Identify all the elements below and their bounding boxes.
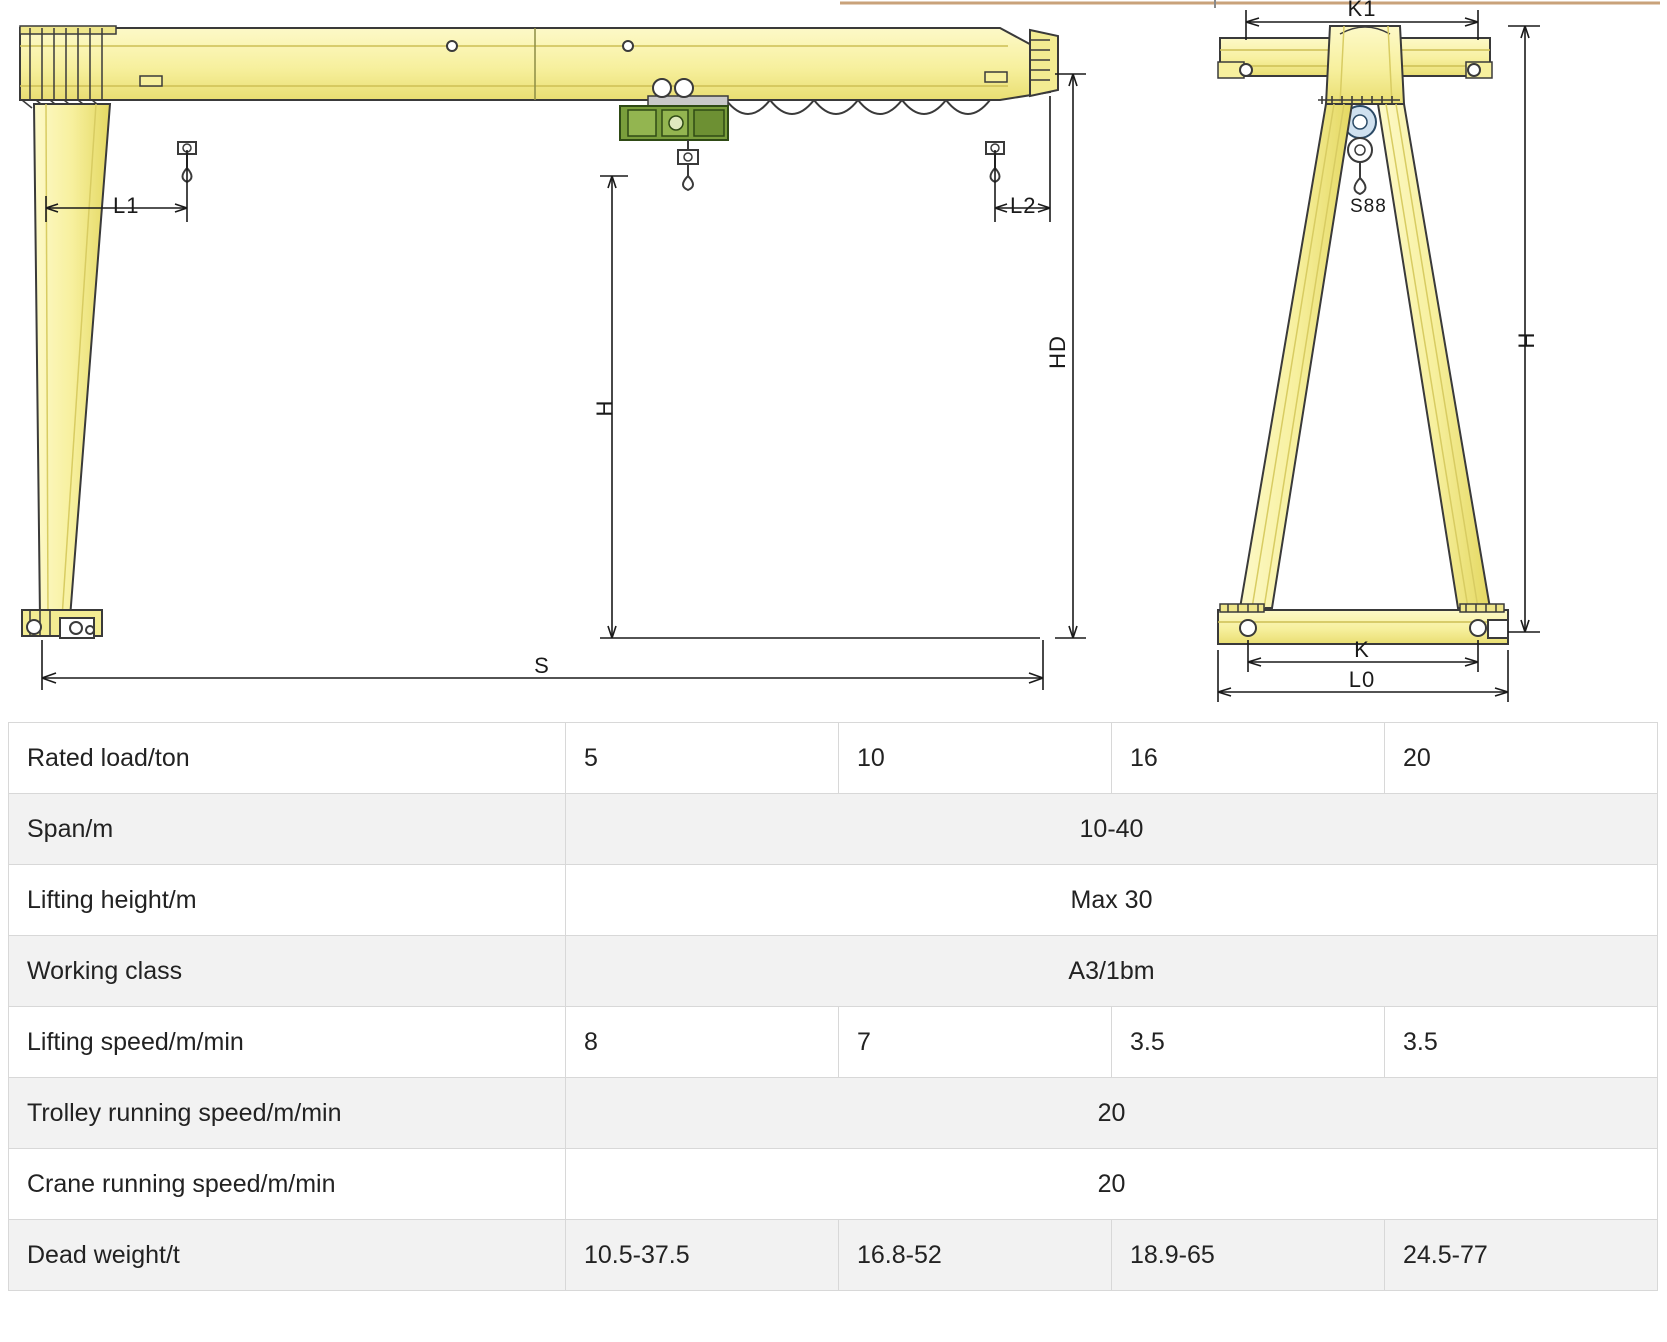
label-l2: L2 [1010,193,1037,218]
row-value: 10 [839,723,1112,794]
label-s: S [534,653,550,678]
main-girder [20,28,1058,100]
row-value: 8 [566,1007,839,1078]
row-value: 5 [566,723,839,794]
dimension-h-front [600,176,1040,638]
row-label: Dead weight/t [9,1220,566,1291]
row-value: 24.5-77 [1385,1220,1658,1291]
row-value: 18.9-65 [1112,1220,1385,1291]
row-label: Lifting speed/m/min [9,1007,566,1078]
row-value: 10.5-37.5 [566,1220,839,1291]
table-row [9,865,1658,936]
specification-table-body [9,723,1658,1291]
row-value: 16 [1112,723,1385,794]
row-value: 7 [839,1007,1112,1078]
row-value: 10-40 [566,794,1658,865]
table-row [9,1149,1658,1220]
front-view [20,26,1086,690]
row-value: 3.5 [1112,1007,1385,1078]
row-value: 20 [566,1149,1658,1220]
table-row [9,794,1658,865]
table-row [9,1078,1658,1149]
specification-table [8,722,1658,1291]
label-k1: K1 [1347,0,1377,21]
row-value: 3.5 [1385,1007,1658,1078]
row-value: 16.8-52 [839,1220,1112,1291]
row-label: Rated load/ton [9,723,566,794]
label-l1: L1 [113,193,140,218]
dimension-h-side [1508,26,1540,632]
label-l0: L0 [1348,667,1376,692]
table-row [9,1220,1658,1291]
table-row [9,723,1658,794]
left-leg [34,104,110,618]
row-value: Max 30 [566,865,1658,936]
side-right-legs [1378,104,1490,608]
row-label: Span/m [9,794,566,865]
festoon-cable [722,100,996,114]
label-h-side: H [1514,331,1539,349]
row-label: Lifting height/m [9,865,566,936]
left-end-carriage-bottom [22,610,102,638]
side-apex [1318,26,1404,104]
label-h-front: H [592,399,617,417]
side-left-legs [1240,104,1352,608]
side-view [1218,0,1540,702]
row-label: Trolley running speed/m/min [9,1078,566,1149]
table-row [9,1007,1658,1078]
label-hook-note: S88 [1350,196,1387,217]
row-value: 20 [1385,723,1658,794]
row-label: Working class [9,936,566,1007]
row-value: 20 [566,1078,1658,1149]
label-k: K [1354,637,1370,662]
row-label: Crane running speed/m/min [9,1149,566,1220]
row-value: A3/1bm [566,936,1658,1007]
label-hd: HD [1045,335,1070,369]
top-trim-line [840,0,1660,8]
table-row [9,936,1658,1007]
